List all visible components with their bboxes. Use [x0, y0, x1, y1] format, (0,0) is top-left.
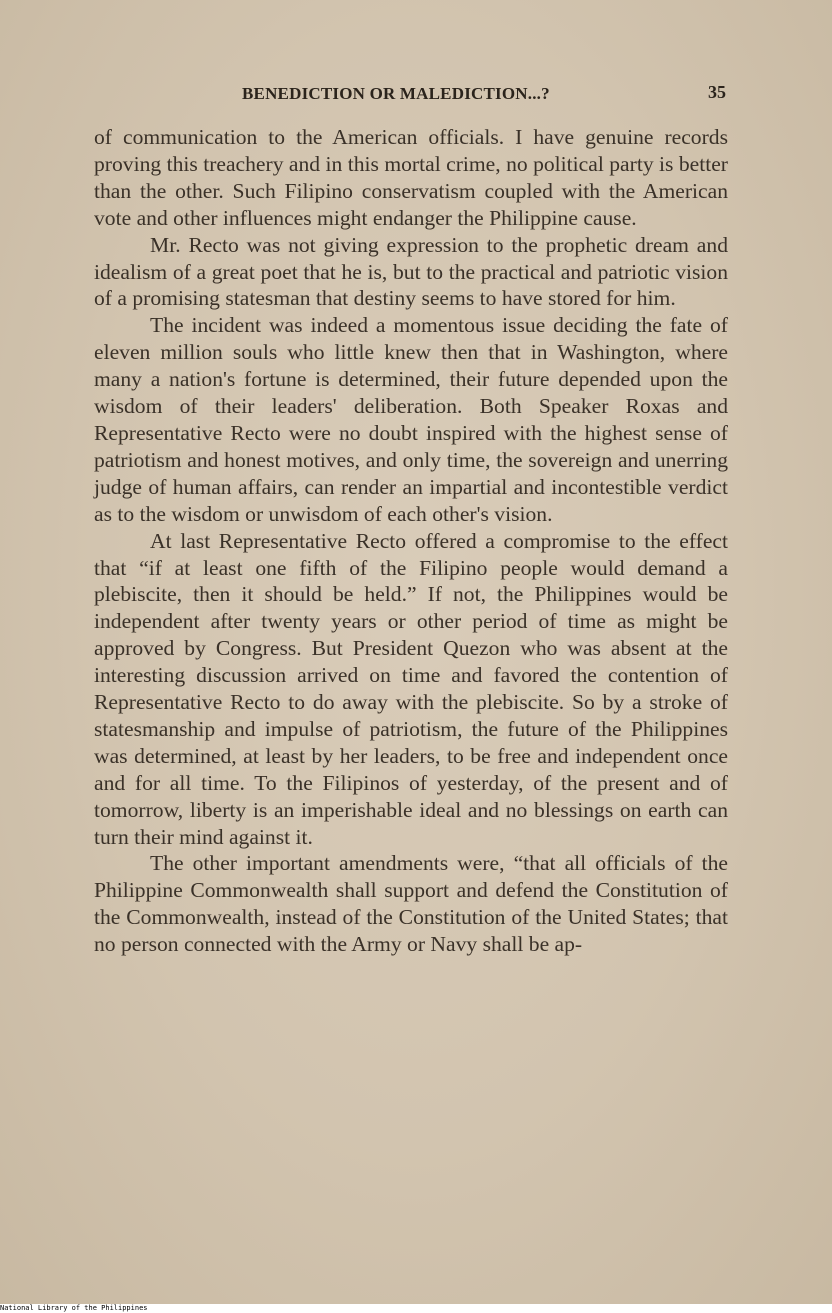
footer-credit: National Library of the Philippines	[0, 1304, 148, 1312]
page-number: 35	[708, 82, 726, 102]
paragraph-4: At last Representative Recto offered a compromise to the effect that “if at least one fifth of the Filipino people would demand a plebiscite, then it should be held.” If not, the Philippines would be independent after twenty years or other period of time as might be approved by Congress. But President Quezon who was absent at the interesting discussion arrived on time and favored the contention of Representative Recto to do away with the plebiscite. So by a stroke of statesmanship and impulse of patriotism, the future of the Philippines was determined, at least by her leaders, to be free and independent once and for all time. To the Filipinos of yesterday, of the present and of tomorrow, liberty is an imperishable ideal and no blessings on earth can turn their mind against it.	[94, 528, 728, 849]
paragraph-5: The other important amendments were, “that all officials of the Philippine Commonwealth shall support and defend the Constitution of the Commonwealth, instead of the Constitution of the United States; that no person connected with the Army or Navy shall be ap-	[94, 851, 728, 957]
paragraph-2: Mr. Recto was not giving expression to the prophetic dream and idealism of a great poet that he is, but to the practical and patriotic vision of a promising statesman that destiny seems to have stored for him.	[94, 232, 728, 311]
paragraph-1: of communication to the American officials. I have genuine records proving this treachery and in this mortal crime, no political party is better than the other. Such Filipino conservatism coupled with the American vote and other influences might endanger the Philippine cause.	[94, 125, 728, 230]
paragraph-3: The incident was indeed a momentous issue deciding the fate of eleven million souls who little knew then that in Washington, where many a nation's fortune is determined, their future depended upon the wisdom of their leaders' deliberation. Both Speaker Roxas and Representative Recto were no doubt inspired with the highest sense of patriotism and honest motives, and only time, the sovereign and unerring judge of human affairs, can render an impartial and incontestible verdict as to the wisdom or unwisdom of each other's vision.	[94, 313, 728, 526]
running-head	[0, 82, 832, 108]
body-text	[94, 124, 728, 958]
running-title: BENEDICTION OR MALEDICTION...?	[242, 84, 550, 103]
